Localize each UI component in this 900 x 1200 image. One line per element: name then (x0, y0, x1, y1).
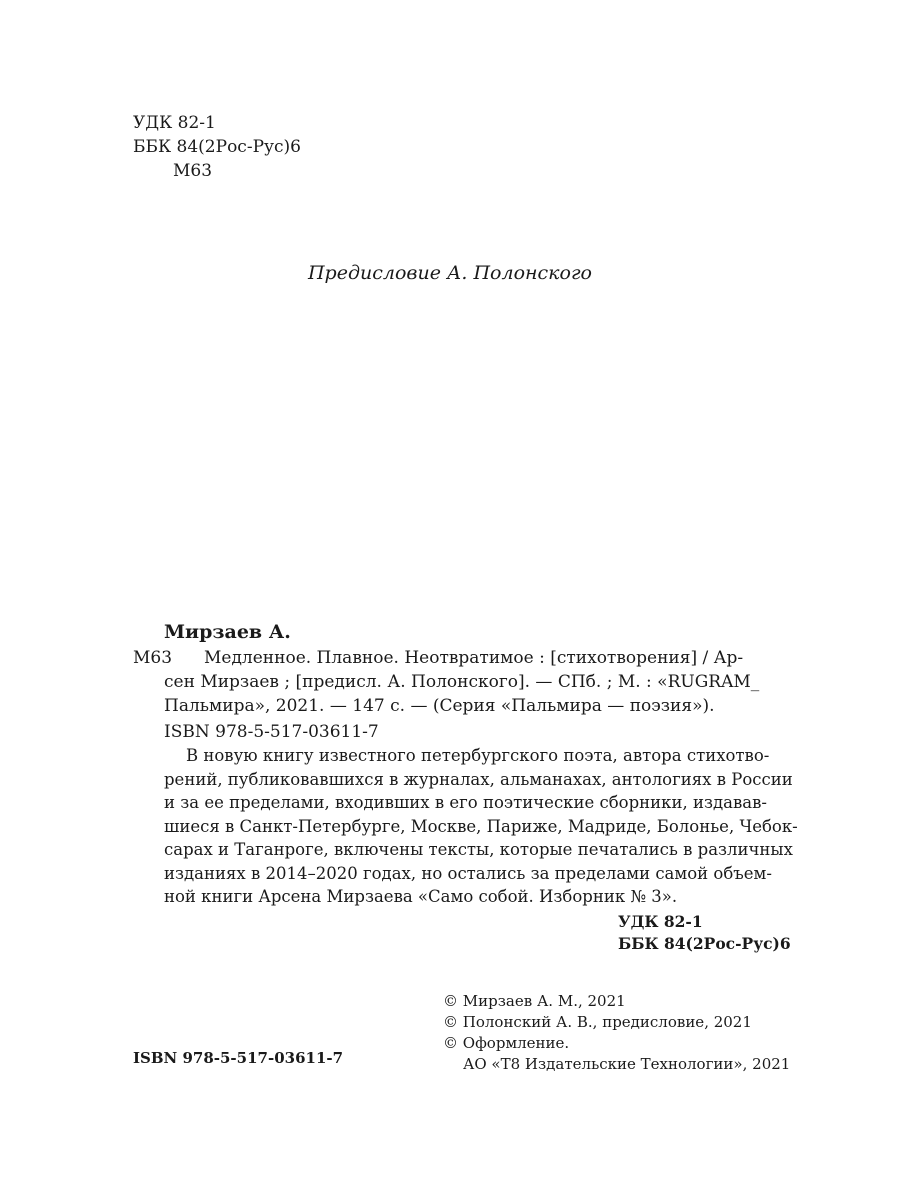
isbn-footer: ISBN 978-5-517-03611-7 (133, 1049, 344, 1067)
copyright-line: © Оформление. (443, 1034, 570, 1052)
annotation-line: ной книги Арсена Мирзаева «Само собой. Изборник № 3». (164, 887, 678, 906)
annotation-line: В новую книгу известного петербургского поэта, автора стихотво- (186, 746, 770, 765)
annotation (164, 744, 798, 909)
copyright-line: © Полонский А. В., предисловие, 2021 (443, 1013, 752, 1031)
catalog-classification-codes (618, 911, 791, 955)
copyright-line: © Мирзаев А. М., 2021 (443, 992, 626, 1010)
catalog-bbk: ББК 84(2Рос-Рус)6 (618, 934, 791, 953)
catalog-code: М63 (133, 648, 173, 668)
preface-credit: Предисловие А. Полонского (307, 262, 592, 284)
annotation-line: шиеся в Санкт-Петербурге, Москве, Париже, Мадриде, Болонье, Чебок- (164, 816, 798, 836)
annotation-line: изданиях в 2014–2020 годах, но остались за пределами самой объем- (164, 863, 772, 883)
bbk-code: ББК 84(2Рос-Рус)6 (133, 137, 301, 157)
bibliographic-description (164, 646, 776, 718)
copyright-line: АО «Т8 Издательские Технологии», 2021 (463, 1055, 791, 1073)
catalog-udk: УДК 82-1 (618, 912, 703, 931)
catalog-author: Мирзаев А. (164, 621, 291, 643)
copyright-notices (443, 991, 790, 1075)
classification-codes (133, 111, 301, 183)
bib-line: сен Мирзаев ; [предисл. А. Полонского]. — СПб. ; М. : «RUGRAM_ (164, 672, 760, 692)
catalog-isbn: ISBN 978-5-517-03611-7 (164, 722, 379, 742)
author-mark: М63 (173, 161, 213, 181)
annotation-line: сарах и Таганроге, включены тексты, которые печатались в различных (164, 840, 793, 859)
udk-code: УДК 82-1 (133, 113, 216, 133)
bib-line: Медленное. Плавное. Неотвратимое : [стихотворения] / Ар- (204, 648, 744, 668)
annotation-line: и за ее пределами, входивших в его поэтические сборники, издавав- (164, 793, 767, 812)
annotation-line: рений, публиковавшихся в журналах, альманахах, антологиях в России (164, 769, 793, 789)
bib-line: Пальмира», 2021. — 147 с. — (Серия «Пальмира — поэзия»). (164, 696, 715, 716)
